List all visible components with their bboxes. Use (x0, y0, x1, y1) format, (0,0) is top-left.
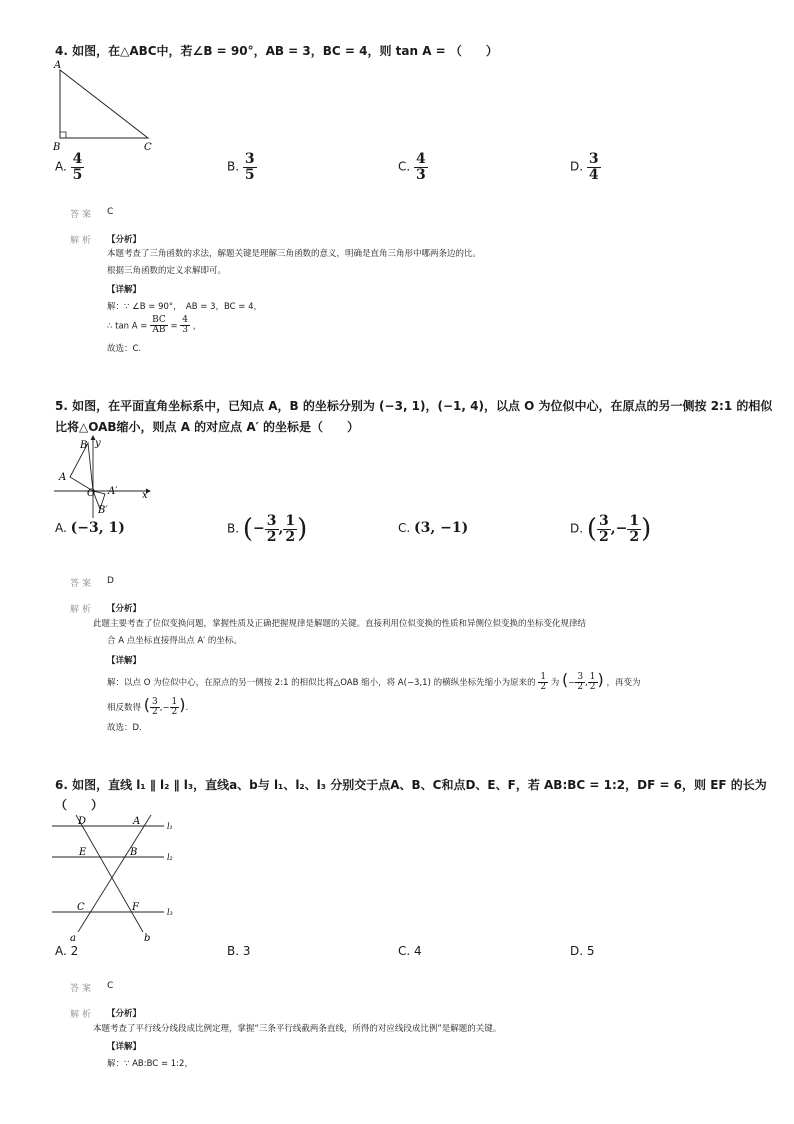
q4-solution-eq: = (170, 321, 178, 332)
q5-option-b-sign: − (253, 520, 265, 537)
q6-option-c[interactable] (398, 944, 422, 958)
q5-solution-close-2: ) (179, 695, 186, 714)
q4-option-a-den: 5 (72, 166, 83, 183)
q5-option-d[interactable]: D. ( $\frac{3}{2}$ ,− $\frac{1}{2}$ ) (570, 513, 652, 545)
q5-solution-line2-suffix: . (185, 703, 189, 713)
q6-option-b[interactable] (227, 944, 251, 958)
q5-option-b[interactable]: B. (− $\frac{3}{2}$ , $\frac{1}{2}$ ) (227, 513, 308, 545)
q4-option-b-num: 3 (244, 151, 255, 167)
q5-option-d-close: ) (641, 514, 652, 545)
q5-solution-text-2: 为 (550, 678, 560, 688)
q5-option-d-d1: 2 (599, 528, 609, 545)
q6-fig-label-f: F (132, 902, 139, 913)
q5-answer-value: D (107, 576, 114, 586)
q6-fig-label-e: E (79, 847, 87, 858)
q5-solution-line-1: 解：以点 O 为位似中心，在原点的另一侧按 2:1 的相似比将△OAB 缩小，将 A(−3,1) 的横纵坐标先缩小为原来的 $\frac{1}{2}$ 为 (− $\frac{3}{2}$ , $\frac{1}{2}$ ) ，再变为 (107, 670, 641, 692)
q5-solution-d-d2: 2 (171, 707, 178, 717)
q6-fig-label-d: D (78, 816, 87, 827)
q5-option-c-text: (3, −1) (414, 520, 469, 536)
q6-answer-value: C (107, 981, 114, 991)
q5-option-d-d2: 2 (629, 528, 640, 545)
q4-analysis-label: 解析 (70, 236, 95, 246)
q6-fig-label-l1: l₁ (167, 822, 173, 831)
q6-fig-label-c: C (77, 902, 85, 913)
q5-option-d-n2: 1 (629, 513, 640, 529)
q4-option-c-letter: C. (398, 159, 411, 174)
q4-solution-line-1: 解：∵ ∠B = 90°， AB = 3，BC = 4， (107, 302, 263, 312)
q5-fig-label-b-prime: B′ (98, 505, 108, 516)
q4-fenxi-line-2: 根据三角函数的定义求解即可。 (107, 266, 227, 276)
q5-fig-label-a: A (59, 472, 67, 483)
q5-solution-sign-2: − (162, 703, 170, 713)
q5-fenxi-line-2: 合 A 点坐标直接得出点 A′ 的坐标。 (107, 636, 242, 646)
q5-option-b-letter: B. (227, 521, 240, 536)
q5-option-c[interactable] (398, 520, 468, 536)
q6-fenxi-line-1: 本题考查了平行线分线段成比例定理，掌握“三条平行线截两条直线，所得的对应线段成比例”是解题的关键。 (93, 1024, 502, 1034)
q5-fig-label-a-prime: A′ (108, 486, 118, 497)
q5-solution-close-1: ) (597, 670, 604, 689)
q5-option-a[interactable] (55, 520, 125, 536)
q4-fenxi-tag: 【分析】 (107, 235, 142, 245)
q5-option-d-letter: D. (570, 521, 584, 536)
q5-fenxi-line-1: 此题主要考查了位似变换问题，掌握性质及正确把握规律是解题的关键。直接利用位似变换的性质和异侧位似变换的坐标变化规律结 (93, 619, 587, 629)
q5-option-b-close: ) (297, 514, 308, 545)
q5-coordinate-figure (50, 434, 160, 520)
q4-solution-frac2-den: 3 (182, 325, 189, 336)
q5-fenxi-tag: 【分析】 (107, 604, 142, 614)
q5-option-d-open: ( (586, 514, 598, 545)
q6-option-c-text: 4 (414, 944, 422, 958)
q6-option-c-letter: C. (398, 944, 411, 958)
q6-fig-label-b: B (130, 847, 138, 858)
q5-solution-d1: 2 (577, 682, 584, 692)
q4-option-c-num: 4 (416, 151, 426, 167)
q6-xiangjie-tag: 【详解】 (107, 1042, 142, 1052)
q5-solution-text-3: ，再变为 (606, 678, 641, 688)
q4-solution-suffix: ， (192, 321, 202, 332)
q6-parallel-lines-figure (50, 812, 185, 944)
q4-solution-line-2 (107, 316, 201, 336)
q5-option-b-d1: 2 (266, 528, 277, 545)
q4-fig-label-c: C (144, 142, 152, 153)
q4-option-a-letter: A. (55, 159, 67, 174)
q4-option-c-den: 3 (416, 166, 426, 183)
q5-option-c-letter: C. (398, 521, 411, 535)
q4-solution-frac1-den: AB (152, 325, 166, 336)
q4-xiangjie-tag: 【详解】 (107, 285, 142, 295)
q4-answer-label: 答案 (70, 210, 95, 220)
q4-option-c[interactable] (398, 152, 428, 182)
q6-fig-label-line-a: a (70, 933, 76, 944)
q4-option-d[interactable] (570, 152, 601, 182)
q4-solution-prefix: ∴ tan A = (107, 321, 148, 332)
q5-xiangjie-tag: 【详解】 (107, 656, 142, 666)
q4-solution-frac2-num: 4 (182, 315, 189, 325)
q5-conclusion: 故选：D. (107, 723, 142, 733)
q5-solution-sign-1: − (568, 678, 576, 688)
q4-fenxi-line-1: 本题考查了三角函数的求法，解题关键是理解三角函数的意义，明确是直角三角形中哪两条边的比。 (107, 249, 482, 259)
q5-option-b-n2: 1 (285, 513, 296, 529)
q5-stem-line-2: 比将△OAB缩小，则点 A 的对应点 A′ 的坐标是（ ） (55, 420, 359, 434)
q6-option-a[interactable] (55, 944, 78, 958)
q5-option-d-n1: 3 (599, 513, 609, 529)
q4-option-b-den: 5 (244, 166, 255, 183)
q6-analysis-label: 解析 (70, 1010, 95, 1020)
q5-option-b-open: ( (242, 514, 254, 545)
q5-solution-open-2: ( (143, 695, 150, 714)
q5-solution-n2: 1 (589, 671, 596, 682)
q5-solution-d2: 2 (589, 682, 596, 692)
q6-stem-line-2: （ ） (55, 798, 104, 812)
q5-fig-label-y: y (95, 438, 101, 449)
q6-fig-label-a: A (133, 816, 141, 827)
q5-option-b-n1: 3 (266, 513, 277, 529)
q6-option-a-text: 2 (70, 944, 79, 958)
q5-option-a-text: (−3, 1) (70, 520, 125, 536)
q5-option-a-letter: A. (55, 521, 67, 535)
q6-fig-label-l3: l₃ (167, 908, 173, 917)
q4-option-b-letter: B. (227, 159, 240, 174)
q4-conclusion: 故选：C. (107, 344, 142, 354)
q4-option-a[interactable] (55, 152, 84, 182)
q5-solution-line-2: 相反数得 ( $\frac{3}{2}$ ,− $\frac{1}{2}$ ). (107, 695, 189, 717)
q4-option-b[interactable] (227, 152, 257, 182)
q6-option-b-letter: B. (227, 944, 240, 958)
q5-fig-label-o: O (87, 488, 96, 499)
q4-option-d-letter: D. (570, 159, 584, 174)
q4-solution-frac1-num: BC (152, 315, 166, 325)
q4-option-d-num: 3 (588, 151, 599, 167)
q5-solution-d-d1: 2 (151, 707, 158, 717)
q4-option-a-num: 4 (72, 151, 83, 167)
q6-fig-label-line-b: b (144, 933, 151, 944)
q5-fig-label-b: B (80, 440, 88, 451)
q6-option-a-letter: A. (55, 944, 67, 958)
q5-solution-n1: 3 (577, 671, 584, 682)
q6-stem-line-1: 6. 如图，直线 l₁ ∥ l₂ ∥ l₃，直线a、b与 l₁、l₂、l₃ 分别交于点A、B、C和点D、E、F，若 AB:BC = 1:2，DF = 6，则 EF 的长为 (55, 778, 767, 792)
q5-option-d-sign: − (615, 520, 628, 537)
q5-solution-text-1: 解：以点 O 为位似中心，在原点的另一侧按 2:1 的相似比将△OAB 缩小，将 A(−3,1) 的横纵坐标先缩小为原来的 (107, 678, 536, 688)
q5-solution-open-1: ( (561, 670, 569, 689)
q4-fig-label-b: B (53, 142, 61, 153)
q5-option-b-d2: 2 (285, 528, 296, 545)
q5-stem-line-1: 5. 如图，在平面直角坐标系中，已知点 A，B 的坐标分别为 (−3, 1)，(−1, 4)，以点 O 为位似中心，在原点的另一侧按 2:1 的相似 (55, 399, 773, 413)
q4-fig-label-a: A (54, 60, 62, 71)
q6-solution-line-1: 解：∵ AB:BC = 1:2， (107, 1059, 193, 1069)
q6-fig-label-l2: l₂ (167, 853, 173, 862)
q6-option-b-text: 3 (242, 944, 251, 958)
q6-fenxi-tag: 【分析】 (107, 1009, 142, 1019)
q4-answer-value: C (107, 207, 114, 217)
q5-fig-label-x: x (142, 490, 148, 501)
q5-answer-label: 答案 (70, 579, 95, 589)
q6-option-d-text: 5 (586, 944, 595, 958)
q5-solution-d-n2: 1 (171, 696, 178, 707)
q5-solution-half-num: 1 (540, 671, 547, 682)
q4-option-d-den: 4 (588, 166, 599, 183)
q4-stem: 4. 如图，在△ABC中，若∠B = 90°，AB = 3，BC = 4，则 tan A = （ ） (55, 44, 498, 58)
q6-option-d-letter: D. (570, 944, 584, 958)
q5-solution-d-n1: 3 (151, 696, 158, 707)
q5-solution-line2-prefix: 相反数得 (107, 703, 142, 713)
q6-answer-label: 答案 (70, 984, 95, 994)
q4-triangle-figure (50, 58, 160, 154)
q5-solution-half-den: 2 (540, 682, 547, 692)
q5-analysis-label: 解析 (70, 605, 95, 615)
q6-option-d[interactable] (570, 944, 595, 958)
